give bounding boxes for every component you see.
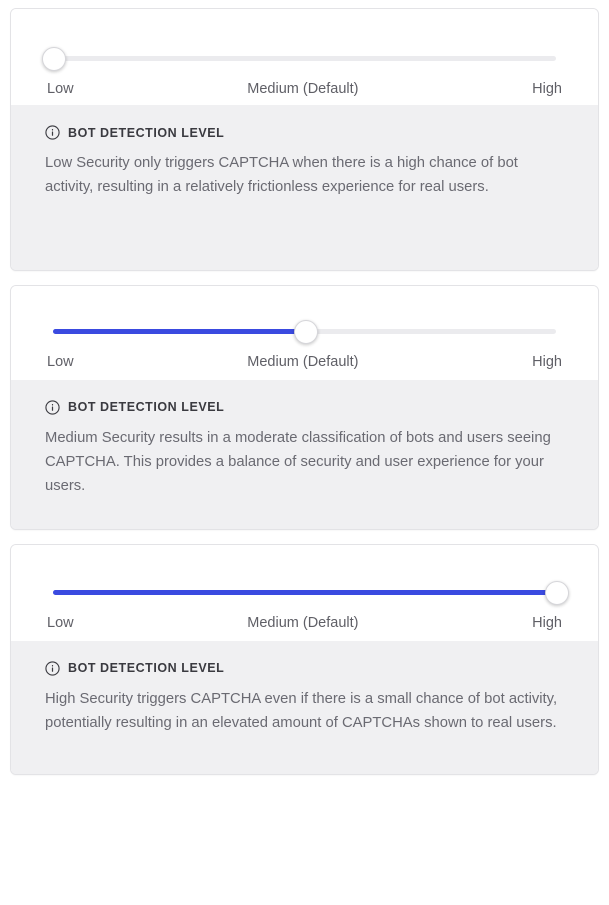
- info-header-low: [45, 125, 564, 140]
- tick-label-high: High: [532, 81, 562, 97]
- tick-label-low: Low: [47, 353, 74, 370]
- info-panel-high: [11, 641, 598, 774]
- info-header-medium: [45, 400, 564, 415]
- slider-fill-medium: [53, 329, 305, 334]
- bot-detection-card-low: [10, 8, 599, 271]
- slider-thumb-medium[interactable]: [294, 320, 318, 344]
- info-title-low: BOT DETECTION LEVEL: [68, 125, 225, 140]
- info-body-high: High Security triggers CAPTCHA even if there is a small chance of bot activity, potentially resulting in an elevated amount of CAPTCHAs shown to real users.: [45, 690, 558, 731]
- info-title-medium: BOT DETECTION LEVEL: [68, 400, 225, 415]
- slider-area-high: [11, 545, 598, 641]
- slider-fill-high: [53, 590, 556, 595]
- info-icon: [45, 400, 60, 415]
- slider-high[interactable]: [53, 581, 556, 603]
- slider-area-medium: [11, 286, 598, 380]
- tick-label-medium: Medium (Default): [247, 353, 359, 370]
- tick-label-low: Low: [47, 614, 74, 631]
- slider-tick-labels-high: [45, 615, 564, 631]
- slider-track-low[interactable]: [53, 56, 556, 61]
- tick-label-medium: Medium (Default): [247, 614, 359, 631]
- slider-tick-labels-low: [45, 81, 564, 97]
- tick-label-medium: Medium (Default): [247, 81, 359, 97]
- tick-label-high: High: [532, 614, 562, 631]
- slider-medium[interactable]: [53, 320, 556, 342]
- info-title-high: BOT DETECTION LEVEL: [68, 661, 225, 676]
- slider-area-low: [11, 9, 598, 105]
- bot-detection-card-high: [10, 544, 599, 775]
- info-panel-medium: [11, 380, 598, 529]
- info-body-low: Low Security only triggers CAPTCHA when there is a high chance of bot activity, resulting in a relatively frictionless experience for real users.: [45, 155, 518, 195]
- tick-label-high: High: [532, 353, 562, 370]
- info-icon: [45, 125, 60, 140]
- slider-low[interactable]: [53, 47, 556, 69]
- info-panel-low: [11, 105, 598, 270]
- info-body-medium: Medium Security results in a moderate classification of bots and users seeing CAPTCHA. This provides a balance of security and user experience for your users.: [45, 429, 551, 494]
- tick-label-low: Low: [47, 81, 74, 97]
- slider-tick-labels-medium: [45, 354, 564, 370]
- slider-thumb-high[interactable]: [545, 581, 569, 605]
- info-icon: [45, 661, 60, 676]
- slider-thumb-low[interactable]: [42, 47, 66, 71]
- info-header-high: [45, 661, 564, 676]
- bot-detection-card-medium: [10, 285, 599, 530]
